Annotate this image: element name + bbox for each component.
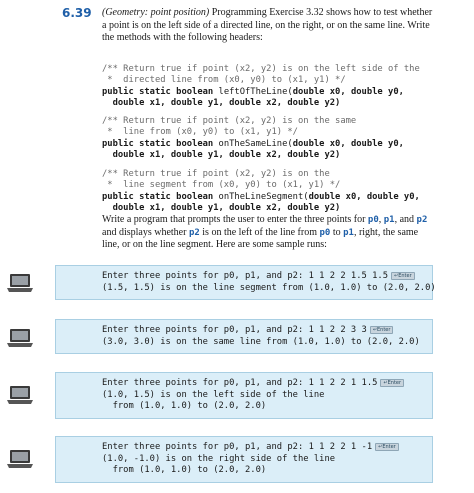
var-p0: p0 xyxy=(367,215,379,225)
run-user-input: 1 1 2 2 1.5 1.5 xyxy=(308,271,389,281)
prompt-text: , xyxy=(378,214,384,225)
exercise-description: Programming Exercise 3.32 shows how to test whether a point is on the left side of a directed line, on the right, or on the same line. Write the methods with the following headers: xyxy=(102,7,433,43)
run-input-line xyxy=(102,442,432,454)
exercise-topic: (Geometry: point position) xyxy=(102,7,210,18)
code-comment: * line from (x0, y0) to (x1, y1) */ xyxy=(102,127,298,138)
prompt-text: , and xyxy=(394,214,417,225)
prompt-text: and displays whether xyxy=(102,226,189,238)
laptop-icon xyxy=(6,384,34,406)
run-output: (1.0, -1.0) is on the right side of the line xyxy=(102,453,336,464)
laptop-icon xyxy=(6,448,34,470)
method-name: onTheLineSegment( xyxy=(213,191,309,202)
sample-run-2 xyxy=(55,319,433,354)
exercise-intro xyxy=(102,7,438,45)
var-p2: p2 xyxy=(416,215,428,225)
prompt-text: , right, the same line, or on the line segment. Here are some sample runs: xyxy=(102,226,419,250)
prompt-text: to xyxy=(330,226,344,238)
var-p1: p1 xyxy=(343,227,354,238)
params: double x0, double y0, xyxy=(292,86,404,97)
var-p1: p1 xyxy=(383,215,395,225)
method-signature xyxy=(102,192,442,204)
var-p2: p2 xyxy=(188,227,200,238)
sample-run-4 xyxy=(55,436,433,483)
run-prompt: Enter three points for p0, p1, and p2: xyxy=(102,378,309,388)
run-output: from (1.0, 1.0) to (2.0, 2.0) xyxy=(102,465,267,475)
code-comment: /** Return true if point (x2, y2) is on the same xyxy=(102,115,357,126)
code-comment: /** Return true if point (x2, y2) is on the xyxy=(102,168,330,179)
run-prompt: Enter three points for p0, p1, and p2: xyxy=(102,442,309,452)
program-prompt xyxy=(102,214,438,252)
run-output: (1.0, 1.5) is on the left side of the line xyxy=(102,389,325,400)
run-user-input: 1 1 2 2 1 1.5 xyxy=(308,378,378,388)
prompt-text: Write a program that prompts the user to enter the three points for xyxy=(102,214,368,225)
method-name: onTheSameLine( xyxy=(213,138,293,149)
run-input-line xyxy=(102,378,432,390)
enter-key-icon: ↵Enter xyxy=(375,443,399,451)
params: double x0, double y0, xyxy=(308,191,420,202)
run-prompt: Enter three points for p0, p1, and p2: xyxy=(102,271,309,281)
code-comment: * line segment from (x0, y0) to (x1, y1) */ xyxy=(102,180,341,191)
run-output: (3.0, 3.0) is on the same line from (1.0, 1.0) to (2.0, 2.0) xyxy=(102,336,420,347)
run-output: from (1.0, 1.0) to (2.0, 2.0) xyxy=(102,401,267,411)
run-input-line xyxy=(102,271,432,283)
run-user-input: 1 1 2 2 3 3 xyxy=(308,325,367,335)
prompt-text: is on the left of the line from xyxy=(199,226,320,238)
keyword: public static boolean xyxy=(102,86,214,97)
run-output: (1.5, 1.5) is on the line segment from (1.0, 1.0) to (2.0, 2.0) xyxy=(102,282,436,293)
method-name: leftOfTheLine( xyxy=(213,86,293,97)
code-comment: /** Return true if point (x2, y2) is on the left side of the xyxy=(102,63,420,74)
code-comment: * directed line from (x0, y0) to (x1, y1) */ xyxy=(102,75,346,86)
laptop-icon xyxy=(6,272,34,294)
sample-run-3 xyxy=(55,372,433,419)
run-user-input: 1 1 2 2 1 -1 xyxy=(308,442,373,452)
enter-key-icon: ↵Enter xyxy=(370,326,394,334)
var-p0: p0 xyxy=(319,227,331,238)
laptop-icon xyxy=(6,327,34,349)
method-signature xyxy=(102,139,442,151)
method-signature xyxy=(102,87,442,99)
params-continued: double x1, double y1, double x2, double y2) xyxy=(102,98,341,109)
sample-run-1 xyxy=(55,265,436,300)
run-input-line xyxy=(102,325,432,337)
keyword: public static boolean xyxy=(102,138,214,149)
enter-key-icon: ↵Enter xyxy=(391,272,415,280)
params-continued: double x1, double y1, double x2, double y2) xyxy=(102,203,341,214)
exercise-number: 6.39 xyxy=(62,6,92,20)
run-prompt: Enter three points for p0, p1, and p2: xyxy=(102,325,309,335)
keyword: public static boolean xyxy=(102,191,214,202)
params: double x0, double y0, xyxy=(292,138,404,149)
params-continued: double x1, double y1, double x2, double y2) xyxy=(102,150,341,161)
enter-key-icon: ↵Enter xyxy=(380,379,404,387)
